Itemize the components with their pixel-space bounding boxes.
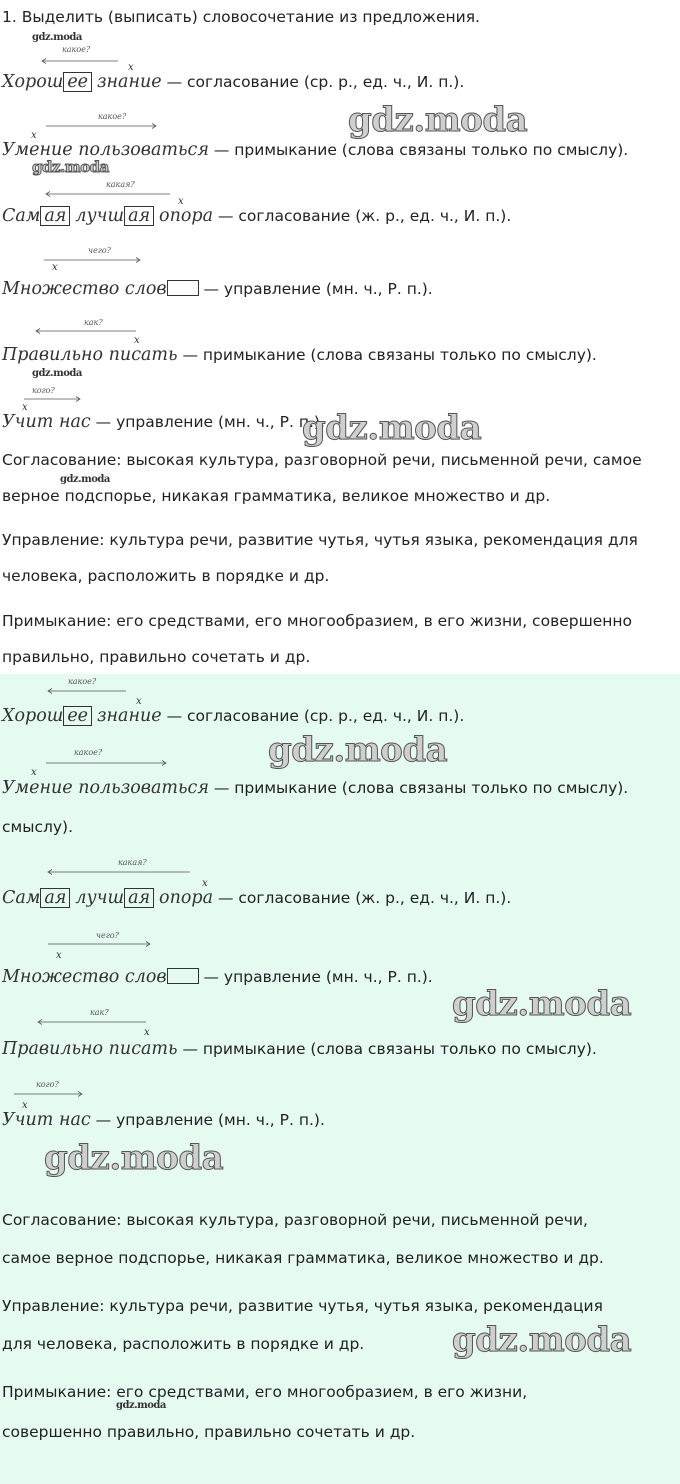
word-dependent: Сам [2,888,41,908]
word-phrase: Умение пользоваться [2,778,209,798]
ending-box-empty [167,280,199,296]
question-label: кого? [36,1080,59,1089]
question-arrow [44,760,168,766]
question-label: кого? [32,386,55,395]
question-arrow [12,1091,84,1097]
example-line-2-wrap: смыслу). [2,818,74,836]
main-word-mark: x [202,878,208,889]
question-arrow [44,191,172,197]
main-word-mark: x [31,767,37,778]
control-line: Управление: культура речи, развитие чутья, чутья языка, рекомендация [2,1297,603,1315]
question-label: как? [84,318,103,327]
word-main: опора [159,888,214,908]
watermark: gdz.moda [116,1400,166,1411]
question-label: какая? [118,858,147,867]
word-phrase: Учит нас [2,1110,91,1130]
question-label: какое? [62,45,91,54]
main-word-mark: x [52,262,58,273]
example-line-1 [2,72,464,92]
example-description: — управление (мн. ч., Р. п.). [198,280,433,298]
adjoin-line: Примыкание: его средствами, его многообразием, в его жизни, [2,1383,528,1401]
word-main: знание [96,72,162,92]
word-dependent: Хорош [2,706,64,726]
example-line-2 [2,778,628,798]
main-word-mark: x [31,130,37,141]
watermark: gdz.moda [60,474,110,485]
question-arrow [40,58,120,64]
watermark: gdz.moda [44,1138,224,1178]
ending-box: ая [124,888,154,908]
example-description: — управление (мн. ч., Р. п.). [198,968,433,986]
main-word-mark: x [144,1027,150,1038]
question-arrow [34,328,138,334]
question-arrow [44,123,158,129]
example-description: — согласование (ср. р., ед. ч., И. п.). [161,73,465,91]
watermark: gdz.moda [32,158,109,176]
agreement-line: Согласование: высокая культура, разговорной речи, письменной речи, самое [2,451,642,469]
question-arrow [46,869,192,875]
example-description: — примыкание (слова связаны только по смыслу). [208,141,629,159]
example-description: — управление (мн. ч., Р. п.). [90,1111,325,1129]
question-label: как? [90,1008,109,1017]
question-label: чего? [88,246,111,255]
agreement-line: самое верное подспорье, никакая грамматика, великое множество и др. [2,1249,604,1267]
question-label: какое? [74,748,103,757]
ending-box: ее [63,72,92,92]
watermark: gdz.moda [302,408,482,448]
word-dependent: лучш [75,206,125,226]
watermark: gdz.moda [348,100,528,140]
example-line-6 [2,1110,325,1130]
main-word-mark: x [22,1100,28,1111]
agreement-line: Согласование: высокая культура, разговорной речи, письменной речи, [2,1211,588,1229]
ending-box-empty [167,968,199,984]
example-line-3 [2,206,511,226]
example-description: — согласование (ж. р., ед. ч., И. п.). [213,889,512,907]
word-phrase: Множество слов [2,967,167,987]
watermark: gdz.moda [32,32,82,43]
question-label: какая? [106,180,135,189]
main-word-mark: x [56,950,62,961]
question-arrow [46,688,128,694]
example-description: — примыкание (слова связаны только по смыслу). [208,779,629,797]
control-line: человека, расположить в порядке и др. [2,567,330,585]
example-line-4 [2,279,433,299]
word-dependent: Хорош [2,72,64,92]
word-phrase: Правильно писать [2,345,178,365]
control-line: для человека, расположить в порядке и др. [2,1335,365,1353]
question-label: чего? [96,931,119,940]
watermark: gdz.moda [268,730,448,770]
ending-box: ая [40,888,70,908]
example-line-1 [2,706,464,726]
example-description: — примыкание (слова связаны только по смыслу). [177,1040,597,1058]
word-dependent: лучш [75,888,125,908]
watermark: gdz.moda [32,368,82,379]
main-word-mark: x [128,62,134,73]
control-line: Управление: культура речи, развитие чутья, чутья языка, рекомендация для [2,531,638,549]
task-header: 1. Выделить (выписать) словосочетание из предложения. [2,8,480,26]
main-word-mark: x [22,402,28,413]
question-arrow [36,1019,148,1025]
word-main: знание [96,706,162,726]
example-description: — согласование (ж. р., ед. ч., И. п.). [213,207,512,225]
question-label: какое? [98,112,127,121]
question-arrow [22,396,82,402]
word-phrase: Правильно писать [2,1039,178,1059]
example-description: — примыкание (слова связаны только по смыслу). [177,346,597,364]
ending-box: ая [40,206,70,226]
main-word-mark: x [134,335,140,346]
agreement-line: верное подспорье, никакая грамматика, великое множество и др. [2,487,551,505]
example-line-5 [2,1039,597,1059]
example-line-5 [2,345,597,365]
example-line-3 [2,888,511,908]
question-label: какое? [68,677,97,686]
example-line-4 [2,967,433,987]
word-phrase: Множество слов [2,279,167,299]
word-phrase: Учит нас [2,412,91,432]
adjoin-line: Примыкание: его средствами, его многообразием, в его жизни, совершенно [2,612,633,630]
word-phrase: Умение пользоваться [2,140,209,160]
adjoin-line: правильно, правильно сочетать и др. [2,648,311,666]
ending-box: ее [63,706,92,726]
watermark: gdz.moda [452,1320,632,1360]
example-description: — управление (мн. ч., Р. п.). [90,413,325,431]
ending-box: ая [124,206,154,226]
watermark: gdz.moda [452,984,632,1024]
example-line-6 [2,412,325,432]
adjoin-line: совершенно правильно, правильно сочетать и др. [2,1423,416,1441]
example-description: — согласование (ср. р., ед. ч., И. п.). [161,707,465,725]
word-dependent: Сам [2,206,41,226]
question-arrow [46,941,152,947]
example-line-2 [2,140,628,160]
main-word-mark: x [136,696,142,707]
word-main: опора [159,206,214,226]
main-word-mark: x [178,196,184,207]
